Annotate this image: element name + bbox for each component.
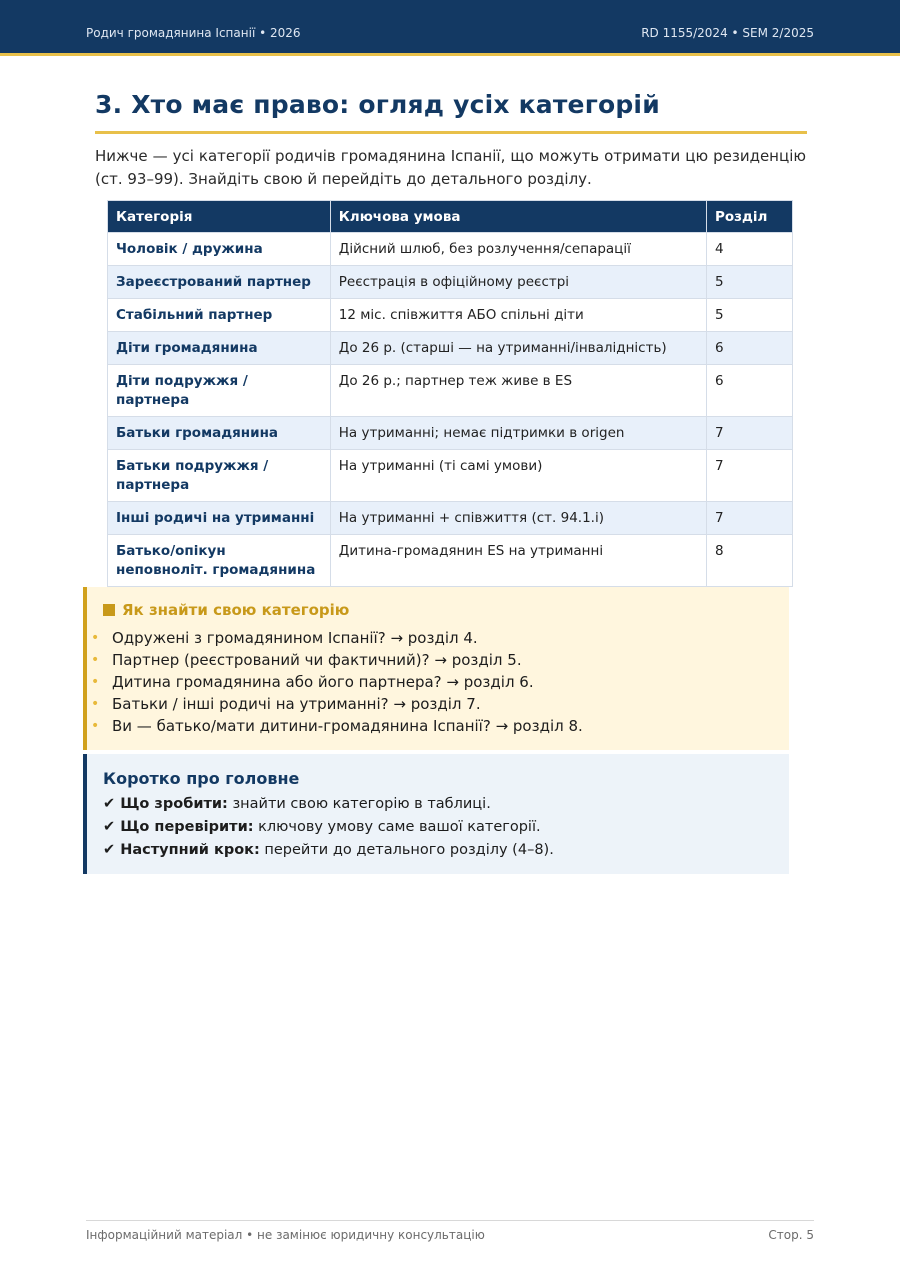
table-row xyxy=(108,233,793,266)
row-section: 6 xyxy=(707,332,793,365)
list-item-text: Ви — батько/мати дитини-громадянина Іспанії? → розділ 8. xyxy=(112,717,583,735)
row-category: Батьки громадянина xyxy=(108,417,331,450)
row-section: 7 xyxy=(707,417,793,450)
row-section: 5 xyxy=(707,299,793,332)
row-category: Інші родичі на утриманні xyxy=(108,502,331,535)
footer-divider xyxy=(86,1220,814,1221)
bullet-icon: • xyxy=(91,718,100,734)
summary-callout xyxy=(83,754,789,874)
row-category: Діти громадянина xyxy=(108,332,331,365)
table-row xyxy=(108,332,793,365)
summary-title: Коротко про головне xyxy=(103,769,300,788)
list-item-text: Партнер (реєстрований чи фактичний)? → розділ 5. xyxy=(112,651,522,669)
section-title: 3. Хто має право: огляд усіх категорій xyxy=(95,90,660,119)
title-underline xyxy=(95,131,807,134)
intro-paragraph: Нижче — усі категорії родичів громадянина Іспанії, що можуть отримати цю резиденцію (ст. 93–99). Знайдіть свою й перейдіть до детального розділу. xyxy=(95,147,806,188)
howto-list xyxy=(87,627,583,737)
list-item-text: Дитина громадянина або його партнера? → розділ 6. xyxy=(112,673,534,691)
summary-item-text: ключову умову саме вашої категорії. xyxy=(253,819,541,835)
row-condition: На утриманні; немає підтримки в origen xyxy=(330,417,706,450)
row-condition: До 26 р.; партнер теж живе в ES xyxy=(330,365,706,417)
bullet-icon: • xyxy=(91,652,100,668)
list-item xyxy=(87,649,583,671)
bullet-icon: • xyxy=(91,696,100,712)
row-condition: На утриманні (ті самі умови) xyxy=(330,450,706,502)
summary-item xyxy=(103,793,554,816)
row-section: 4 xyxy=(707,233,793,266)
table-header-row xyxy=(108,201,793,233)
summary-item-text: знайти свою категорію в таблиці. xyxy=(227,796,491,812)
summary-item-text: перейти до детального розділу (4–8). xyxy=(259,842,554,858)
page-number: Стор. 5 xyxy=(768,1228,814,1242)
table-row xyxy=(108,299,793,332)
howto-title: Як знайти свою категорію xyxy=(122,601,350,619)
row-category: Батьки подружжя / партнера xyxy=(108,450,331,502)
row-category: Діти подружжя / партнера xyxy=(108,365,331,417)
row-condition: На утриманні + співжиття (ст. 94.1.i) xyxy=(330,502,706,535)
row-category: Батько/опікун неповноліт. громадянина xyxy=(108,535,331,587)
square-icon xyxy=(103,604,115,616)
categories-table xyxy=(107,200,793,587)
row-section: 7 xyxy=(707,502,793,535)
table-row xyxy=(108,502,793,535)
row-category: Чоловік / дружина xyxy=(108,233,331,266)
row-condition: Дійсний шлюб, без розлучення/сепарації xyxy=(330,233,706,266)
header-section: Розділ xyxy=(707,201,793,233)
row-category: Стабільний партнер xyxy=(108,299,331,332)
row-category: Зареєстрований партнер xyxy=(108,266,331,299)
bullet-icon: • xyxy=(91,630,100,646)
footer-disclaimer: Інформаційний матеріал • не замінює юридичну консультацію xyxy=(86,1228,485,1242)
row-condition: Реєстрація в офіційному реєстрі xyxy=(330,266,706,299)
row-condition: До 26 р. (старші — на утриманні/інвалідність) xyxy=(330,332,706,365)
header-left-text: Родич громадянина Іспанії • 2026 xyxy=(86,26,301,40)
howto-heading xyxy=(103,601,349,619)
list-item xyxy=(87,627,583,649)
summary-item xyxy=(103,839,554,862)
list-item-text: Батьки / інші родичі на утриманні? → розділ 7. xyxy=(112,695,481,713)
row-section: 5 xyxy=(707,266,793,299)
table-row xyxy=(108,365,793,417)
header-category: Категорія xyxy=(108,201,331,233)
page-header xyxy=(0,0,900,56)
howto-callout xyxy=(83,587,789,750)
list-item-text: Одружені з громадянином Іспанії? → розділ 4. xyxy=(112,629,478,647)
summary-list xyxy=(103,793,554,862)
summary-item xyxy=(103,816,554,839)
row-condition: 12 міс. співжиття АБО спільні діти xyxy=(330,299,706,332)
header-condition: Ключова умова xyxy=(330,201,706,233)
row-section: 7 xyxy=(707,450,793,502)
list-item xyxy=(87,693,583,715)
row-section: 6 xyxy=(707,365,793,417)
summary-item-label: ✔ Що перевірити: xyxy=(103,819,254,835)
row-condition: Дитина-громадянин ES на утриманні xyxy=(330,535,706,587)
table-row xyxy=(108,266,793,299)
list-item xyxy=(87,715,583,737)
summary-item-label: ✔ Що зробити: xyxy=(103,796,228,812)
table-row xyxy=(108,535,793,587)
table-row xyxy=(108,417,793,450)
table-row xyxy=(108,450,793,502)
summary-item-label: ✔ Наступний крок: xyxy=(103,842,260,858)
list-item xyxy=(87,671,583,693)
row-section: 8 xyxy=(707,535,793,587)
bullet-icon: • xyxy=(91,674,100,690)
header-right-text: RD 1155/2024 • SEM 2/2025 xyxy=(641,26,814,40)
